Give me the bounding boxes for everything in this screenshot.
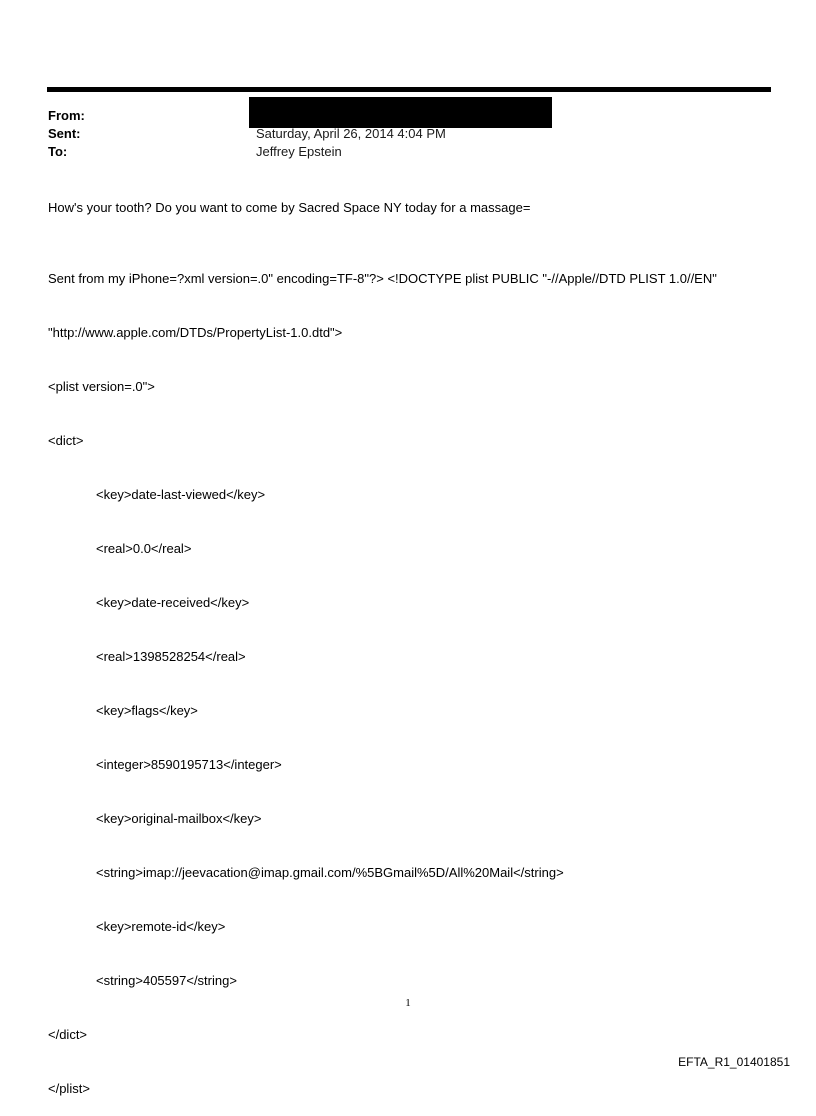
dict-line: <string>imap://jeevacation@imap.gmail.com/%5BGmail%5D/All%20Mail</string> <box>96 865 564 880</box>
from-label: From: <box>48 108 85 123</box>
sent-label: Sent: <box>48 126 81 141</box>
closing-line: </dict> <box>48 1027 88 1042</box>
header-rule <box>47 87 771 92</box>
redaction-box <box>249 97 552 128</box>
dict-line: <key>flags</key> <box>96 703 198 718</box>
plist-line: "http://www.apple.com/DTDs/PropertyList-1.0.dtd"> <box>48 325 343 340</box>
dict-line: <string>405597</string> <box>96 973 237 988</box>
dict-line: <key>date-last-viewed</key> <box>96 487 266 502</box>
to-value: Jeffrey Epstein <box>256 144 342 159</box>
dict-line: <key>remote-id</key> <box>96 919 226 934</box>
page-number: 1 <box>405 997 411 1009</box>
plist-line: Sent from my iPhone=?xml version=.0" encoding=TF-8"?> <!DOCTYPE plist PUBLIC "-//Apple//DTD PLIST 1.0//EN" <box>48 271 717 286</box>
dict-line: <key>date-received</key> <box>96 595 250 610</box>
closing-line: </plist> <box>48 1081 90 1096</box>
sent-value: Saturday, April 26, 2014 4:04 PM <box>256 126 446 141</box>
document-id: EFTA_R1_01401851 <box>678 1055 790 1069</box>
plist-block <box>48 234 788 1116</box>
to-label: To: <box>48 144 68 159</box>
plist-line: <plist version=.0"> <box>48 379 155 394</box>
dict-line: <real>0.0</real> <box>96 541 192 556</box>
dict-line: <integer>8590195713</integer> <box>96 757 282 772</box>
dict-line: <key>original-mailbox</key> <box>96 811 262 826</box>
message-text: How's your tooth? Do you want to come by Sacred Space NY today for a massage= <box>48 200 531 215</box>
plist-line: <dict> <box>48 433 84 448</box>
dict-line: <real>1398528254</real> <box>96 649 246 664</box>
